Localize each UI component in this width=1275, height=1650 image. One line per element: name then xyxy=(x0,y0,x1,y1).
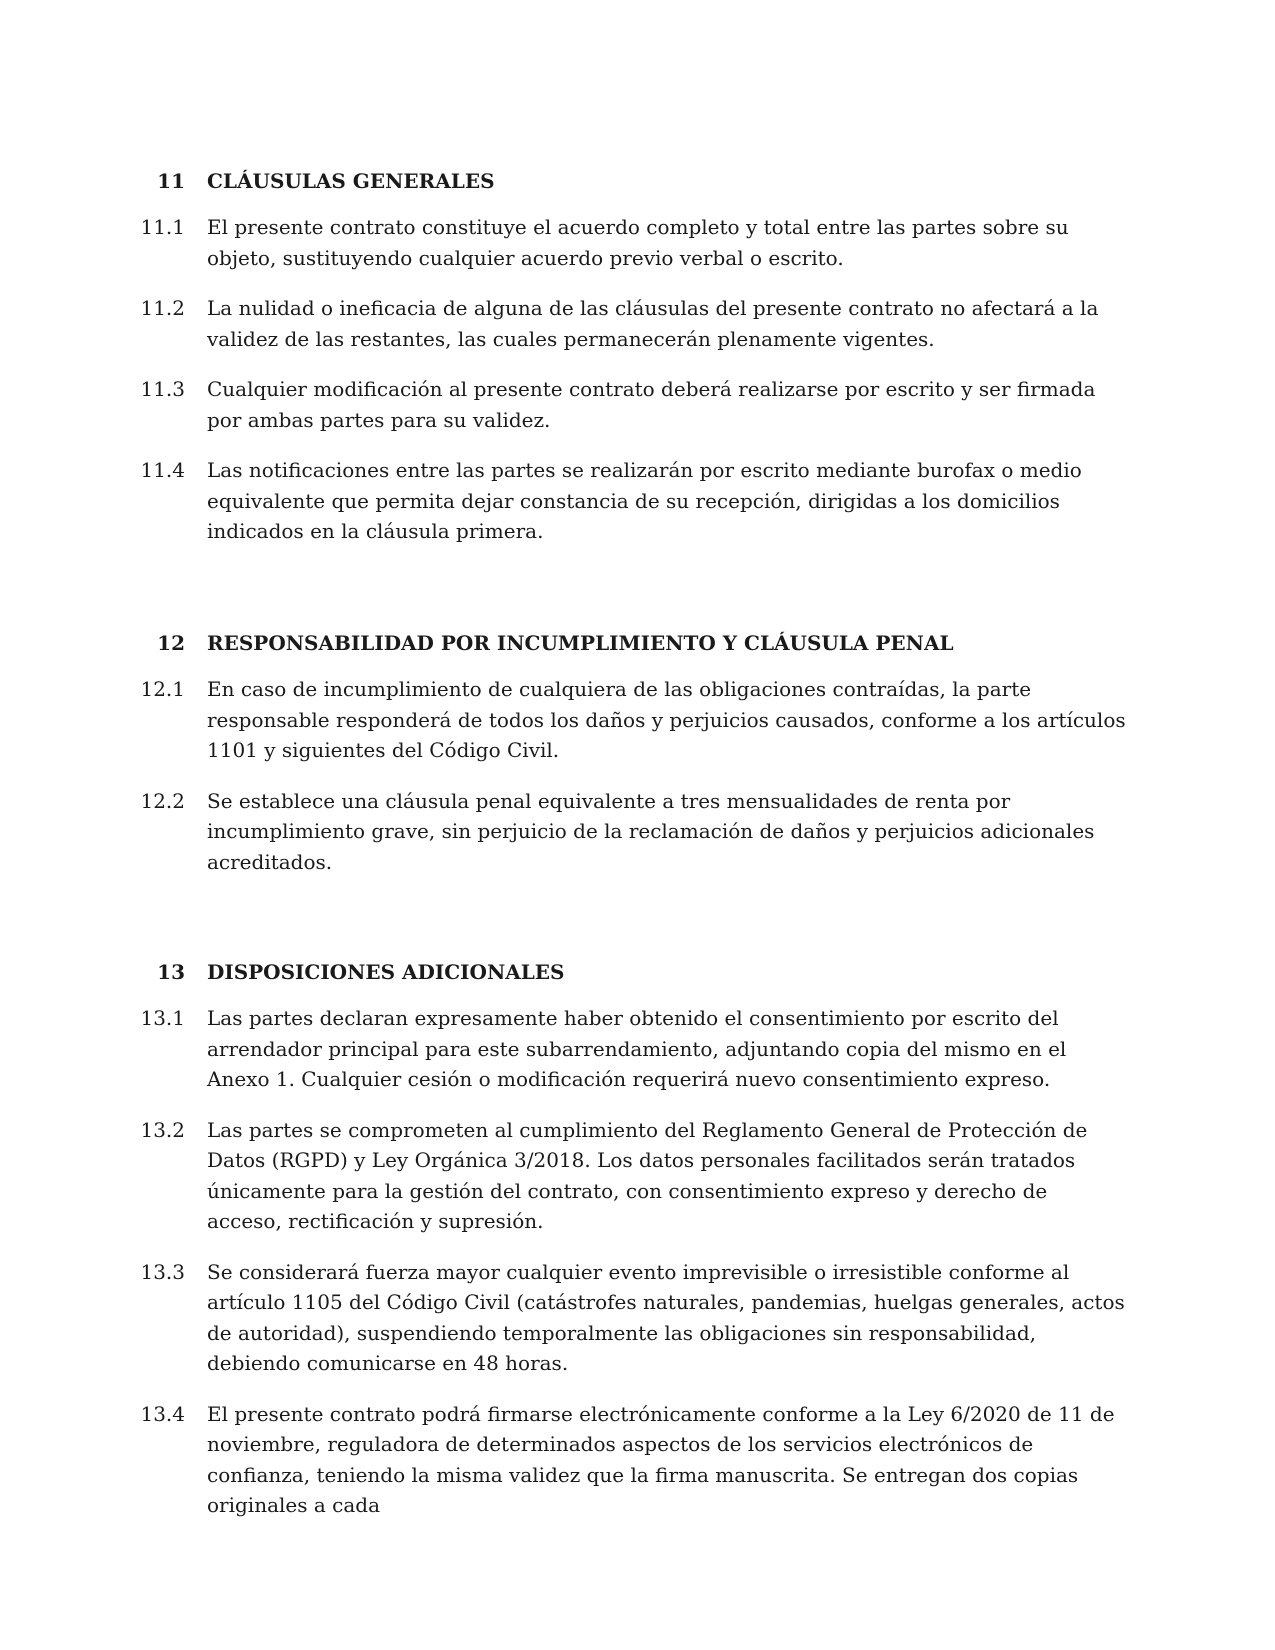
clause-12-1 xyxy=(0,674,1275,766)
clause-text: Se establece una cláusula penal equivalente a tres mensualidades de renta por incumplimiento grave, sin perjuicio de la reclamación de daños y perjuicios adicionales acreditados. xyxy=(207,788,1095,874)
section-heading xyxy=(0,957,1275,991)
clause-number: 12.2 xyxy=(140,788,185,813)
section-13 xyxy=(0,957,1275,1541)
section-number: 11 xyxy=(157,169,185,193)
clause-text: Cualquier modificación al presente contrato deberá realizarse por escrito y ser firmada por ambas partes para su validez. xyxy=(207,377,1096,432)
clause-number: 13.4 xyxy=(140,1401,185,1426)
section-title: CLÁUSULAS GENERALES xyxy=(207,169,495,193)
clause-text: En caso de incumplimiento de cualquiera de las obligaciones contraídas, la parte responsable responderá de todos los daños y perjuicios causados, conforme a los artículos 1101 y siguientes del Código Civil. xyxy=(207,677,1126,762)
section-number: 12 xyxy=(157,631,185,655)
clause-number: 11.1 xyxy=(140,215,185,239)
clause-13-1 xyxy=(0,1003,1275,1095)
clause-text: La nulidad o ineficacia de alguna de las cláusulas del presente contrato no afectará a la validez de las restantes, las cuales permanecerán plenamente vigentes. xyxy=(207,296,1099,351)
clause-text: Las partes se comprometen al cumplimiento del Reglamento General de Protección de Datos (RGPD) y Ley Orgánica 3/2018. Los datos personales facilitados serán tratados únicamente para la gestión del contrato, con consentimiento expreso y derecho de acceso, rectificación y supresión. xyxy=(207,1117,1088,1233)
clause-number: 11.2 xyxy=(140,296,185,320)
clause-12-2 xyxy=(0,786,1275,878)
section-12 xyxy=(0,628,1275,897)
clause-text: El presente contrato constituye el acuerdo completo y total entre las partes sobre su objeto, sustituyendo cualquier acuerdo previo verbal o escrito. xyxy=(207,215,1069,270)
clause-number: 13.2 xyxy=(140,1117,185,1142)
clause-number: 13.1 xyxy=(140,1006,185,1030)
clause-number: 13.3 xyxy=(140,1259,185,1284)
section-number: 13 xyxy=(157,960,185,984)
section-title: RESPONSABILIDAD POR INCUMPLIMIENTO Y CLÁUSULA PENAL xyxy=(207,631,954,655)
clause-text: Las partes declaran expresamente haber obtenido el consentimiento por escrito del arrendador principal para este subarrendamiento, adjuntando copia del mismo en el Anexo 1. Cualquier cesión o modificación requerirá nuevo consentimiento expreso. xyxy=(207,1006,1067,1091)
clause-text: Se considerará fuerza mayor cualquier evento imprevisible o irresistible conforme al artículo 1105 del Código Civil (catástrofes naturales, pandemias, huelgas generales, actos de autoridad), suspendiendo temporalmente las obligaciones sin responsabilidad, debiendo comunicarse en 48 horas. xyxy=(207,1259,1125,1375)
clause-text: Las notificaciones entre las partes se realizarán por escrito mediante burofax o medio equivalente que permita dejar constancia de su recepción, dirigidas a los domicilios indicados en la cláusula primera. xyxy=(207,458,1082,543)
clause-number: 11.3 xyxy=(140,377,185,401)
clause-13-4 xyxy=(0,1399,1275,1521)
section-11 xyxy=(0,166,1275,567)
clause-number: 12.1 xyxy=(140,677,185,701)
clause-11-2 xyxy=(0,293,1275,354)
clause-number: 11.4 xyxy=(140,458,185,482)
clause-11-1 xyxy=(0,212,1275,273)
clause-text: El presente contrato podrá firmarse electrónicamente conforme a la Ley 6/2020 de 11 de noviembre, reguladora de determinados aspectos de los servicios electrónicos de confianza, teniendo la misma validez que la firma manuscrita. Se entregan dos copias originales a cada xyxy=(207,1401,1115,1517)
section-heading xyxy=(0,166,1275,200)
clause-13-2 xyxy=(0,1115,1275,1237)
section-title: DISPOSICIONES ADICIONALES xyxy=(207,960,565,984)
clause-11-4 xyxy=(0,455,1275,547)
clause-11-3 xyxy=(0,374,1275,435)
clause-13-3 xyxy=(0,1257,1275,1379)
section-heading xyxy=(0,628,1275,662)
